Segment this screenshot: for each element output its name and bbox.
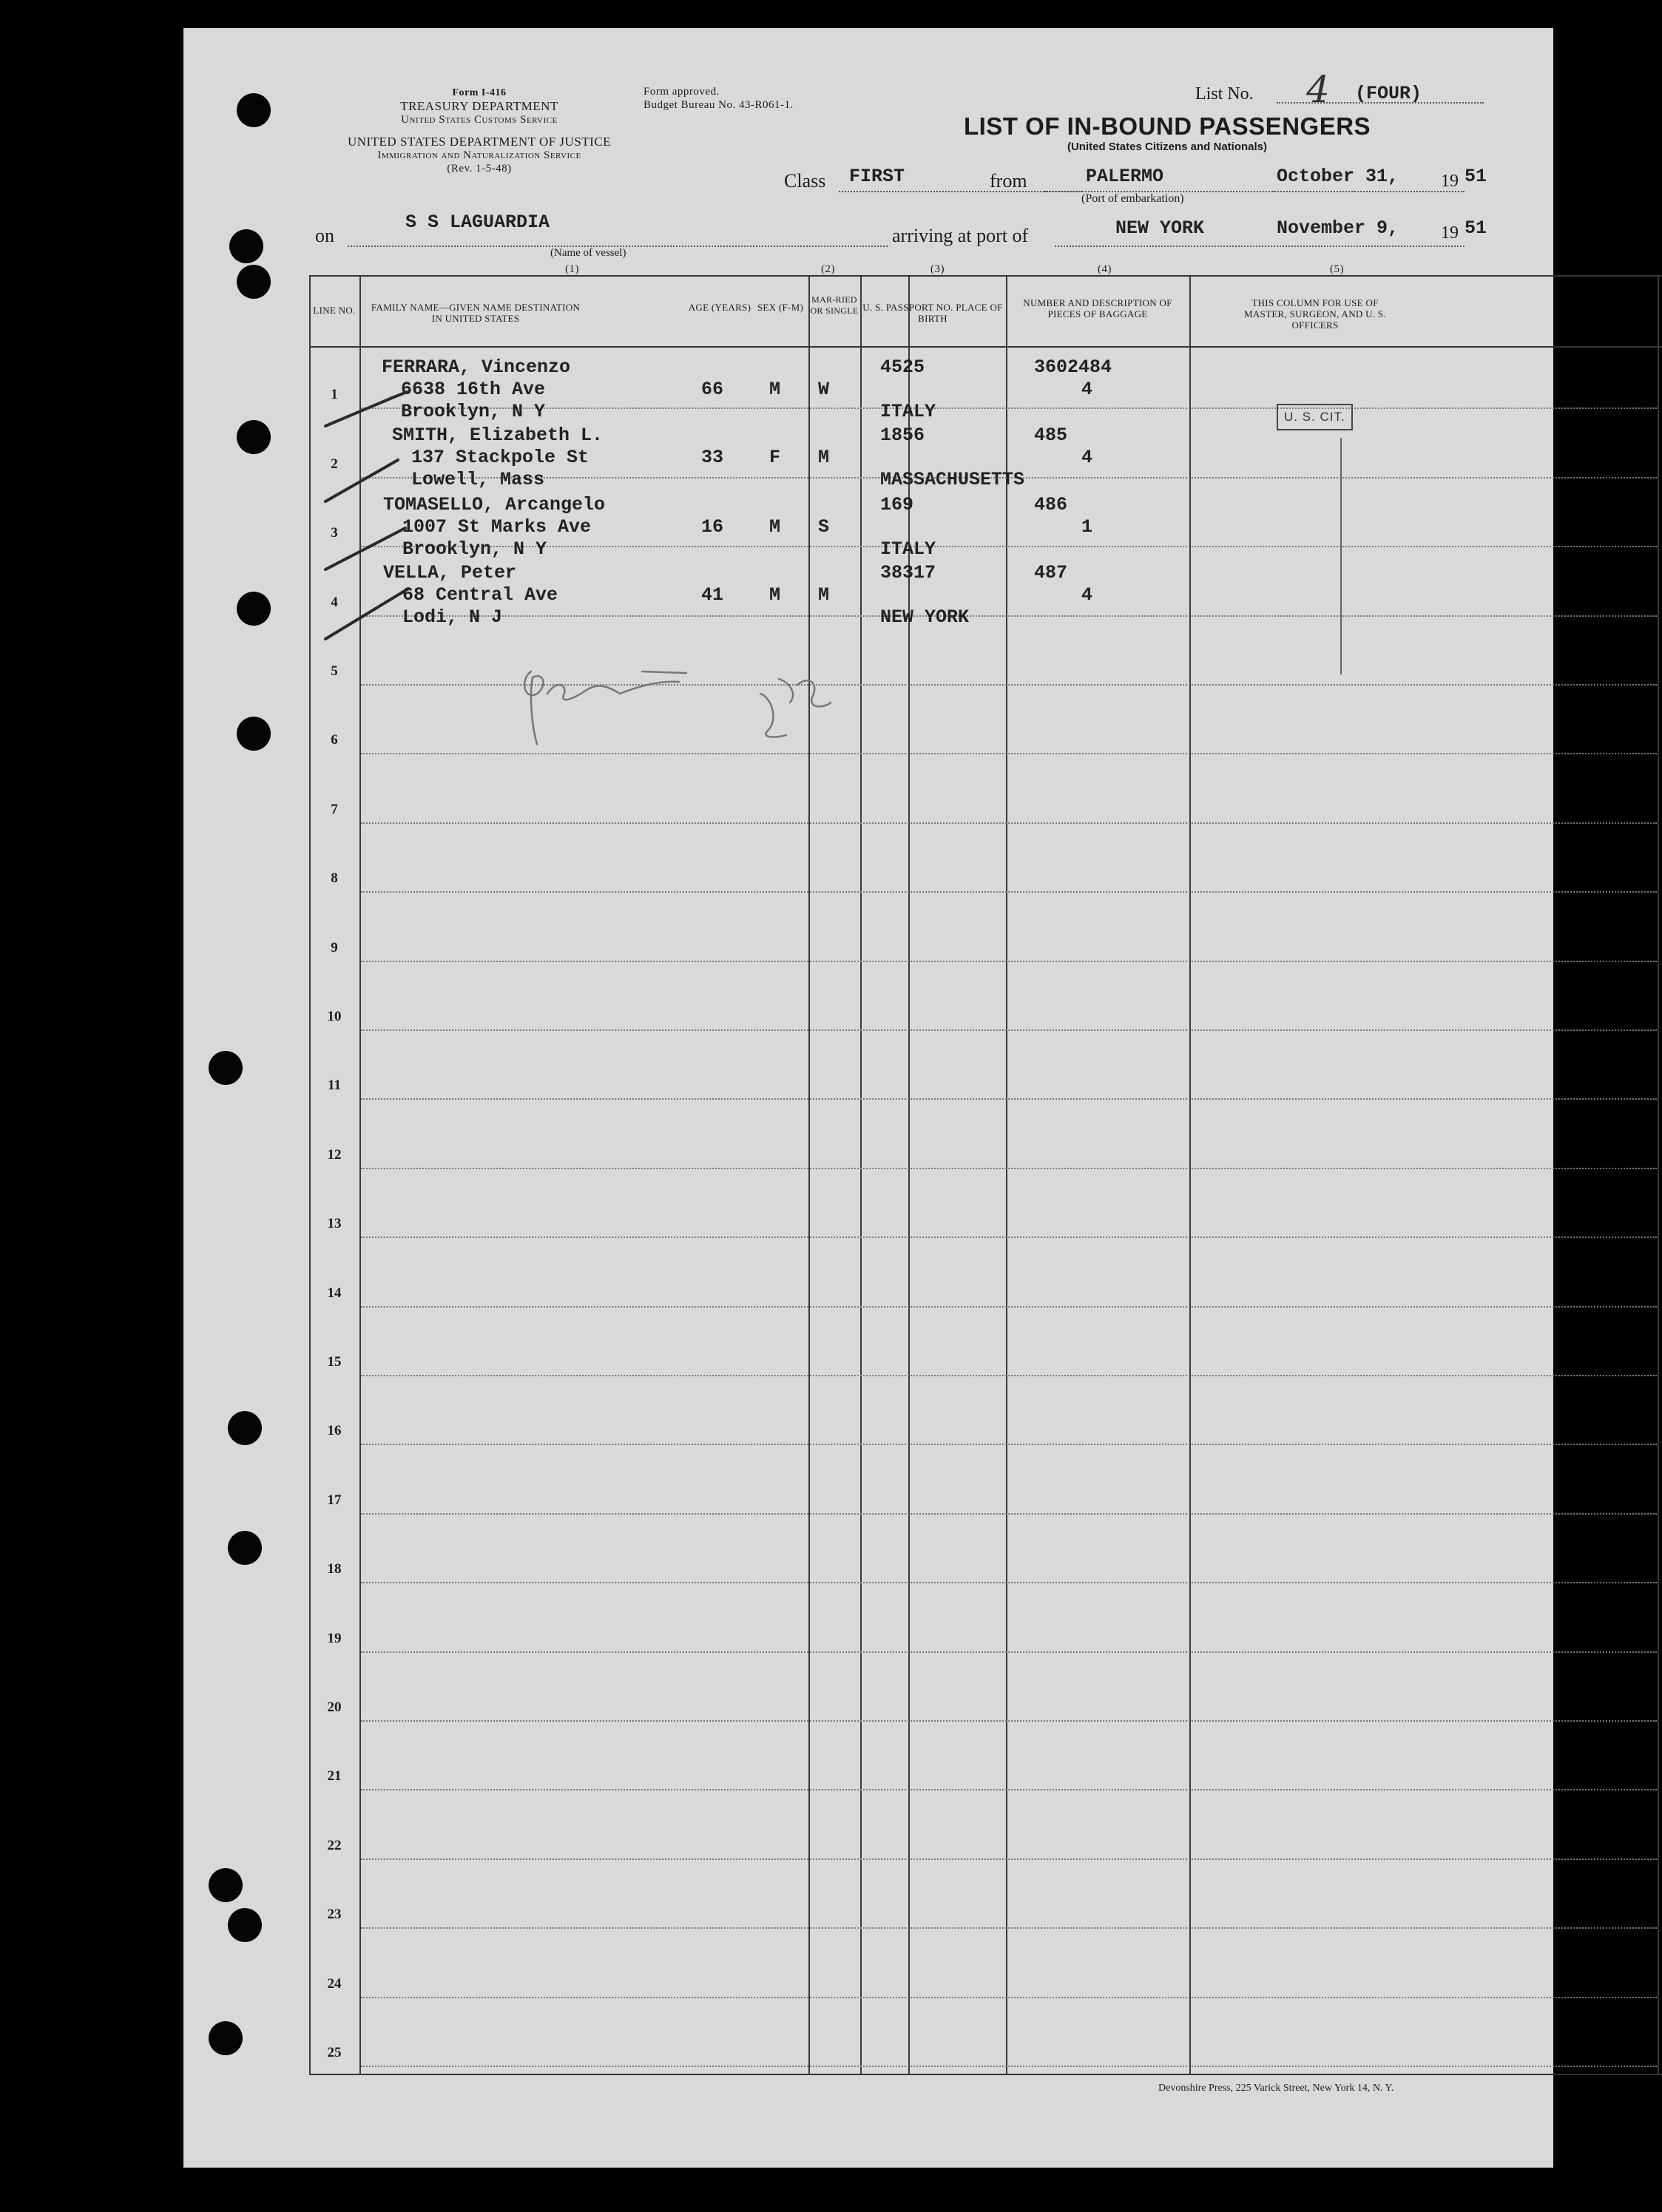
check-mark [325,460,398,501]
us-citizen-stamp: U. S. CIT. [1277,404,1353,430]
header-name: FAMILY NAME—GIVEN NAME DESTINATION IN UNITED STATES [371,302,581,324]
passenger-marital-status: M [818,584,830,606]
passenger-name: VELLA, Peter [383,562,517,584]
list-no-typed: (FOUR) [1355,83,1422,104]
line-number: 15 [327,1354,342,1370]
passenger-passport: 4525 [880,356,925,378]
from-label: from [990,170,1027,192]
passenger-sex: F [769,447,781,468]
passenger-city: Lowell, Mass [411,469,545,490]
check-mark [325,589,408,639]
form-approved: Form approved. [643,86,720,98]
passenger-baggage-count: 1 [1081,516,1093,538]
page-subtitle: (United States Citizens and Nationals) [1067,141,1268,153]
class-value: FIRST [849,166,905,187]
class-label: Class [784,170,826,192]
arr-year: 51 [1465,217,1487,239]
passenger-address: 68 Central Ave [402,584,558,606]
passenger-marital-status: M [818,447,830,468]
check-mark [325,528,405,569]
passenger-city: Brooklyn, N Y [401,401,546,422]
col-num-4: (4) [1098,263,1112,275]
line-number: 1 [331,387,338,403]
passenger-city: Brooklyn, N Y [402,538,547,560]
passenger-birthplace: MASSACHUSETTS [880,469,1025,490]
line-number: 14 [327,1285,342,1301]
line-number: 19 [327,1630,342,1646]
header-line-no: LINE NO. [313,305,356,316]
passenger-birthplace: ITALY [880,538,936,560]
line-number: 8 [331,870,338,887]
dep-year: 51 [1465,166,1487,187]
line-number: 5 [331,663,338,679]
list-no-handwritten: 4 [1306,68,1330,111]
passenger-baggage-count: 4 [1081,379,1093,400]
passenger-age: 33 [701,447,724,468]
dep-year-prefix: 19 [1441,172,1459,191]
passenger-sex: M [769,379,781,400]
line-number: 3 [331,525,338,541]
line-number: 4 [331,594,338,610]
treasury-dept: TREASURY DEPARTMENT [400,99,558,113]
form-number: Form I-416 [452,87,507,98]
header-age: AGE (YEARS) [688,302,751,313]
arrival-date: November 9, [1277,217,1399,239]
vessel-caption: (Name of vessel) [550,247,626,259]
vessel-name: S S LAGUARDIA [405,212,550,233]
line-number: 9 [331,939,338,956]
passenger-name: SMITH, Elizabeth L. [392,425,604,446]
justice-dept: UNITED STATES DEPARTMENT OF JUSTICE [347,135,612,149]
line-number: 16 [327,1423,342,1439]
line-number: 24 [327,1975,342,1992]
header-sex: SEX (F-M) [757,302,804,313]
passenger-marital-status: S [818,516,830,538]
passenger-baggage-no: 486 [1034,494,1068,515]
passenger-address: 137 Stackpole St [411,447,590,468]
line-number: 20 [327,1699,342,1715]
passenger-passport: 169 [880,494,914,515]
customs-service: United States Customs Service [401,114,558,126]
handwriting-marks [183,28,1553,2168]
on-label: on [315,225,334,246]
departure-date: October 31, [1277,166,1399,187]
passenger-passport: 38317 [880,562,936,584]
passenger-address: 6638 16th Ave [401,379,546,400]
line-number: 10 [327,1009,342,1024]
document-page [183,28,1553,2168]
from-value: PALERMO [1086,166,1164,187]
passenger-name: FERRARA, Vincenzo [382,356,571,378]
handwritten-scribble [524,672,831,744]
header-married: MAR-RIED OR SINGLE [810,294,859,316]
passenger-passport: 1856 [880,425,925,446]
line-number: 6 [331,732,338,748]
passenger-baggage-no: 487 [1034,562,1068,584]
line-number: 13 [327,1216,342,1232]
header-baggage: NUMBER AND DESCRIPTION OF PIECES OF BAGGAGE [1023,297,1172,319]
passenger-age: 66 [701,379,724,400]
budget-bureau: Budget Bureau No. 43-R061-1. [643,99,794,111]
passenger-city: Lodi, N J [402,606,503,628]
ins-service: Immigration and Naturalization Service [377,149,581,161]
line-number: 23 [327,1907,342,1923]
passenger-birthplace: ITALY [880,401,936,422]
passenger-name: TOMASELLO, Arcangelo [383,494,606,515]
port-caption: (Port of embarkation) [1081,192,1184,205]
line-number: 7 [331,801,338,817]
passenger-sex: M [769,584,781,606]
header-officers: THIS COLUMN FOR USE OF MASTER, SURGEON, AND U. S. OFFICERS [1244,297,1386,331]
line-number: 12 [327,1146,342,1163]
passenger-age: 41 [701,584,724,606]
passenger-age: 16 [701,516,724,538]
line-number: 18 [327,1561,342,1577]
header-passport: U. S. PASSPORT NO. PLACE OF BIRTH [862,302,1003,324]
revision-date: (Rev. 1-5-48) [447,163,512,175]
arrival-port: NEW YORK [1115,217,1205,239]
line-number: 22 [327,1837,342,1853]
col-num-2: (2) [821,263,835,275]
list-no-label: List No. [1195,84,1254,104]
page-title: LIST OF IN-BOUND PASSENGERS [963,112,1371,140]
line-number: 21 [327,1768,342,1785]
line-number: 2 [331,456,338,472]
passenger-address: 1007 St Marks Ave [402,516,592,538]
col-num-3: (3) [930,263,945,275]
passenger-baggage-count: 4 [1081,584,1093,606]
passenger-marital-status: W [818,379,830,400]
passenger-baggage-no: 485 [1034,425,1068,446]
col-num-5: (5) [1330,263,1344,275]
line-number: 17 [327,1492,342,1508]
line-number: 25 [327,2045,342,2060]
printer-imprint: Devonshire Press, 225 Varick Street, New York 14, N. Y. [1158,2083,1394,2094]
arriving-label: arriving at port of [892,225,1029,246]
passenger-birthplace: NEW YORK [880,606,970,628]
line-number: 11 [328,1078,341,1094]
passenger-sex: M [769,516,781,538]
check-mark [325,392,407,426]
col-num-1: (1) [565,263,579,275]
passenger-baggage-no: 3602484 [1034,356,1112,378]
arr-year-prefix: 19 [1441,223,1459,243]
passenger-baggage-count: 4 [1081,447,1093,468]
